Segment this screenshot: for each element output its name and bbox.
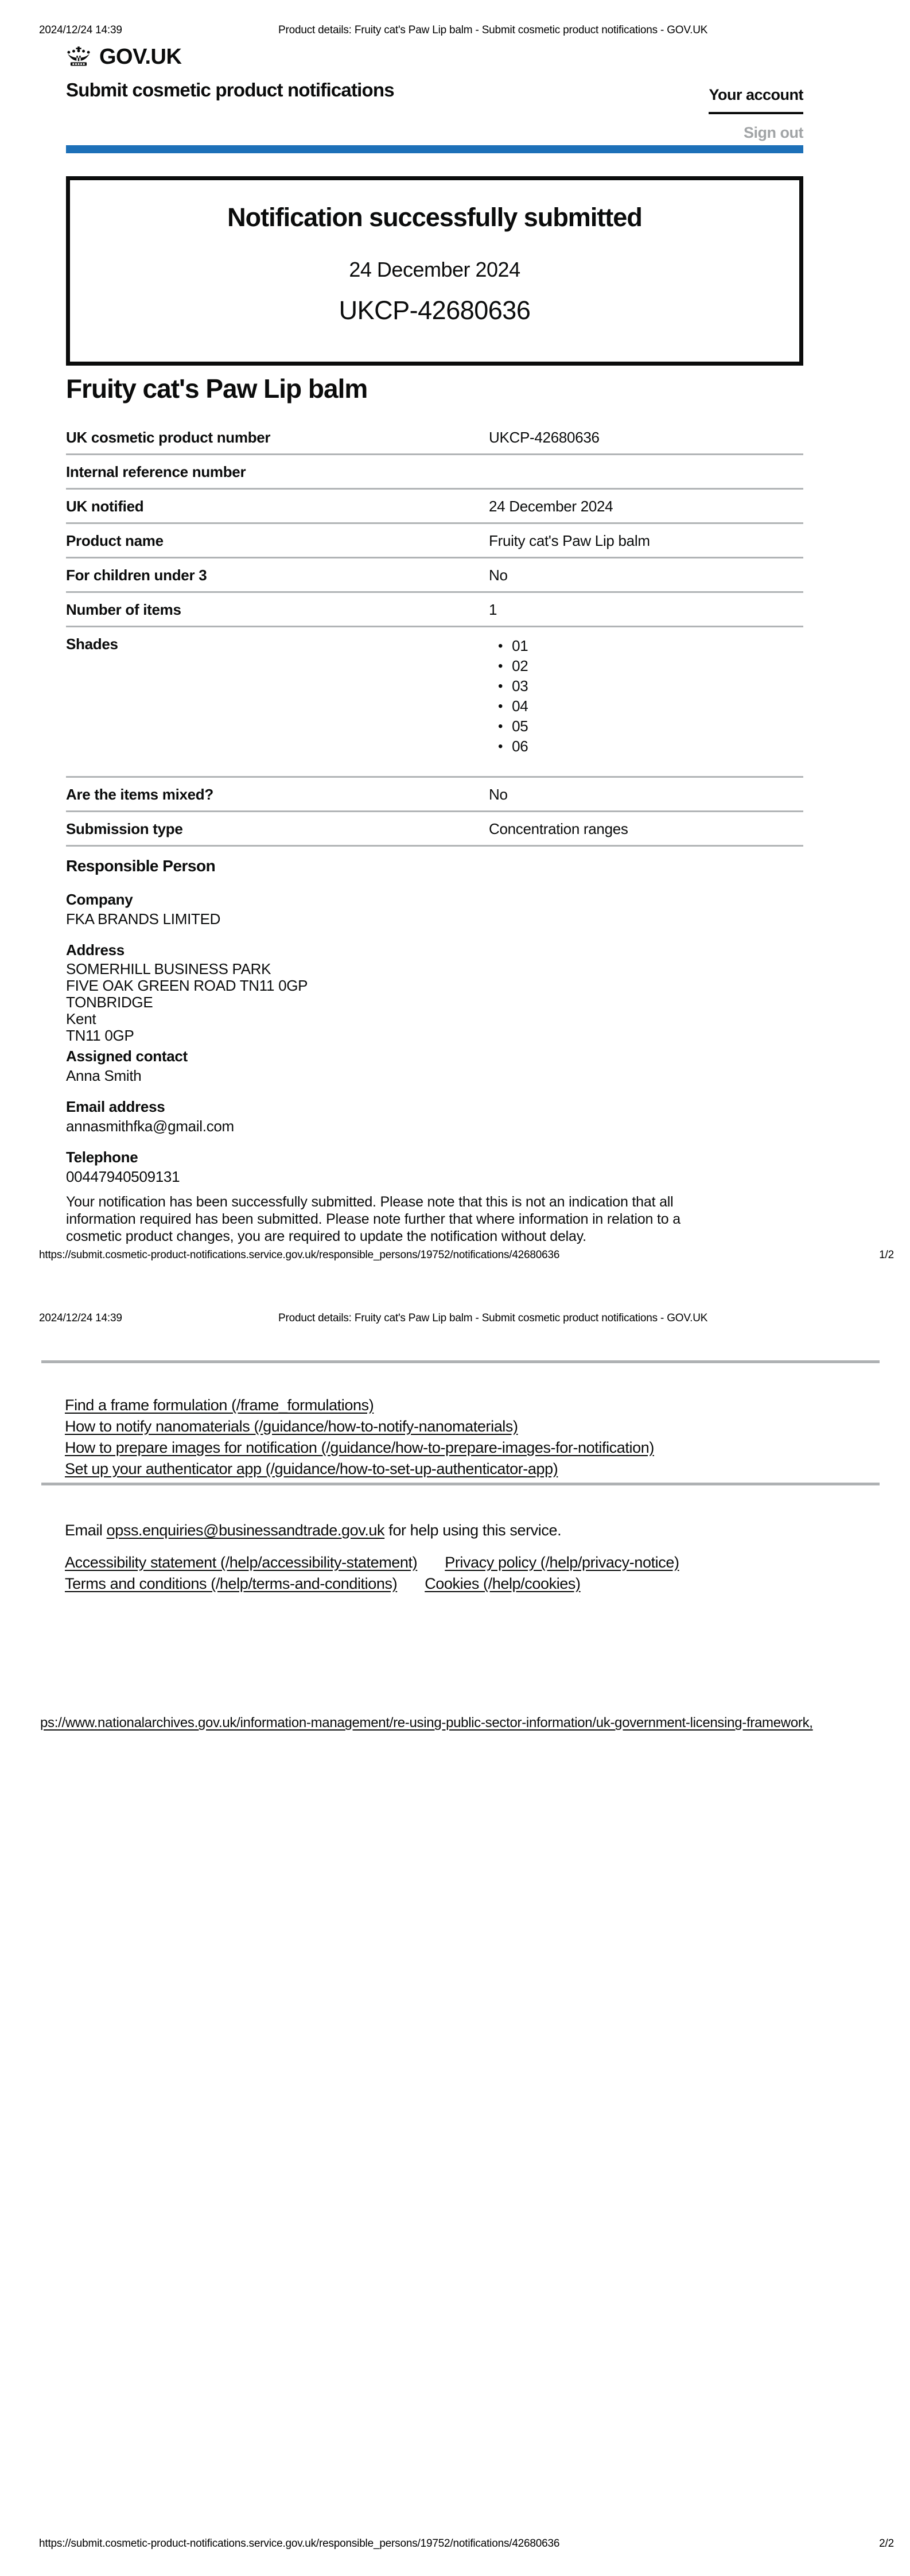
shades-list: [489, 636, 803, 756]
company-label: Company: [66, 891, 133, 908]
email-address-label: Email address: [66, 1098, 165, 1115]
assigned-contact-label: Assigned contact: [66, 1048, 188, 1065]
row-value: [489, 463, 803, 481]
row-label: UK cosmetic product number: [66, 429, 271, 446]
section-divider: [41, 1483, 880, 1485]
related-link[interactable]: Find a frame formulation (/frame_formulations): [65, 1396, 374, 1414]
table-row: [66, 455, 803, 490]
row-label: Number of items: [66, 601, 181, 618]
row-label: Submission type: [66, 820, 183, 837]
row-value: Concentration ranges: [489, 820, 628, 837]
row-label: Internal reference number: [66, 463, 246, 480]
panel-date: 24 December 2024: [349, 258, 520, 281]
accessibility-statement-link[interactable]: Accessibility statement (/help/accessibility-statement): [65, 1554, 418, 1571]
address-block: [66, 961, 803, 1044]
telephone-value: 00447940509131: [66, 1168, 180, 1185]
related-links: [65, 1395, 654, 1480]
panel-reference: UKCP-42680636: [339, 296, 531, 325]
shade-item: • 06: [489, 736, 803, 756]
address-label: Address: [66, 941, 125, 959]
shade-item: • 02: [489, 656, 803, 676]
privacy-policy-link[interactable]: Privacy policy (/help/privacy-notice): [445, 1554, 679, 1571]
section-divider: [41, 1360, 880, 1363]
page-2: [0, 1288, 910, 2576]
help-email-line: [65, 1520, 561, 1541]
address-line: FIVE OAK GREEN ROAD TN11 0GP: [66, 977, 308, 994]
related-link[interactable]: How to prepare images for notification (/guidance/how-to-prepare-images-for-notification): [65, 1439, 654, 1456]
header-accent-bar: [66, 145, 803, 153]
print-datetime: 2024/12/24 14:39: [39, 1312, 122, 1324]
submission-note: [66, 1193, 803, 1245]
address-line: SOMERHILL BUSINESS PARK: [66, 960, 271, 977]
print-datetime: 2024/12/24 14:39: [39, 24, 122, 36]
related-link[interactable]: Set up your authenticator app (/guidance/how-to-set-up-authenticator-app): [65, 1460, 558, 1477]
note-line: cosmetic product changes, you are required to update the notification without delay.: [66, 1228, 586, 1244]
row-value: 24 December 2024: [489, 498, 613, 515]
email-address-value: annasmithfka@gmail.com: [66, 1118, 234, 1135]
page-footer-url: https://submit.cosmetic-product-notifications.service.gov.uk/responsible_persons/19752/notifications/42680636: [39, 2538, 560, 2550]
row-label: For children under 3: [66, 567, 207, 584]
row-value: No: [489, 567, 508, 584]
address-line: TONBRIDGE: [66, 994, 153, 1011]
product-heading: Fruity cat's Paw Lip balm: [66, 374, 368, 404]
responsible-person-heading: Responsible Person: [66, 857, 216, 875]
shade-item: • 03: [489, 676, 803, 696]
help-email-suffix: for help using this service.: [384, 1522, 562, 1539]
company-value: FKA BRANDS LIMITED: [66, 910, 221, 928]
assigned-contact-value: Anna Smith: [66, 1067, 142, 1084]
table-row: [66, 524, 803, 558]
table-row: [66, 490, 803, 524]
panel-title: Notification successfully submitted: [227, 203, 642, 232]
shade-item: • 05: [489, 716, 803, 736]
crown-icon: [66, 46, 91, 69]
table-row: [66, 778, 803, 812]
page-footer-url: https://submit.cosmetic-product-notifications.service.gov.uk/responsible_persons/19752/notifications/42680636: [39, 1249, 560, 1261]
govuk-logo[interactable]: [66, 45, 181, 69]
row-label: Product name: [66, 532, 164, 549]
cookies-link[interactable]: Cookies (/help/cookies): [425, 1575, 581, 1592]
table-row-shades: [66, 627, 803, 778]
sign-out-link[interactable]: Sign out: [744, 124, 803, 141]
footer-meta-row: [65, 1573, 581, 1595]
table-row: [66, 421, 803, 455]
address-line: Kent: [66, 1010, 96, 1027]
help-email-link[interactable]: opss.enquiries@businessandtrade.gov.uk: [106, 1522, 385, 1539]
related-link[interactable]: How to notify nanomaterials (/guidance/how-to-notify-nanomaterials): [65, 1418, 518, 1435]
terms-and-conditions-link[interactable]: Terms and conditions (/help/terms-and-conditions): [65, 1575, 398, 1592]
note-line: Your notification has been successfully submitted. Please note that this is not an indication that all: [66, 1194, 674, 1210]
row-value: Fruity cat's Paw Lip balm: [489, 532, 650, 549]
page-number: 2/2: [879, 2538, 894, 2550]
address-line: TN11 0GP: [66, 1027, 134, 1044]
row-label: Are the items mixed?: [66, 786, 213, 803]
help-email-prefix: Email: [65, 1522, 107, 1539]
service-name-link[interactable]: Submit cosmetic product notifications: [66, 79, 394, 100]
responsible-person-section: [66, 856, 803, 1245]
table-row: [66, 593, 803, 627]
row-label: UK notified: [66, 498, 144, 515]
row-label: Shades: [66, 635, 118, 653]
row-value: 1: [489, 601, 497, 618]
print-doc-title: Product details: Fruity cat's Paw Lip balm - Submit cosmetic product notifications - GOV.UK: [278, 24, 708, 36]
print-doc-title: Product details: Fruity cat's Paw Lip balm - Submit cosmetic product notifications - GOV.UK: [278, 1312, 708, 1324]
licence-framework-link[interactable]: ps://www.nationalarchives.gov.uk/information-management/re-using-public-sector-information/uk-government-licensing-framework,: [40, 1715, 813, 1731]
govuk-logo-text: GOV.UK: [99, 45, 182, 69]
shade-item: • 04: [489, 696, 803, 716]
account-nav: [631, 86, 803, 142]
confirmation-panel: [66, 176, 803, 366]
footer-meta-row: [65, 1552, 679, 1573]
row-value: No: [489, 786, 508, 803]
shade-item: • 01: [489, 636, 803, 656]
note-line: information required has been submitted. Please note further that where information in relation to a: [66, 1211, 680, 1227]
summary-table: [66, 421, 803, 847]
table-row: [66, 558, 803, 593]
page-number: 1/2: [879, 1249, 894, 1261]
your-account-link[interactable]: Your account: [709, 86, 803, 114]
telephone-label: Telephone: [66, 1149, 138, 1166]
row-value: UKCP-42680636: [489, 429, 600, 446]
table-row: [66, 812, 803, 847]
